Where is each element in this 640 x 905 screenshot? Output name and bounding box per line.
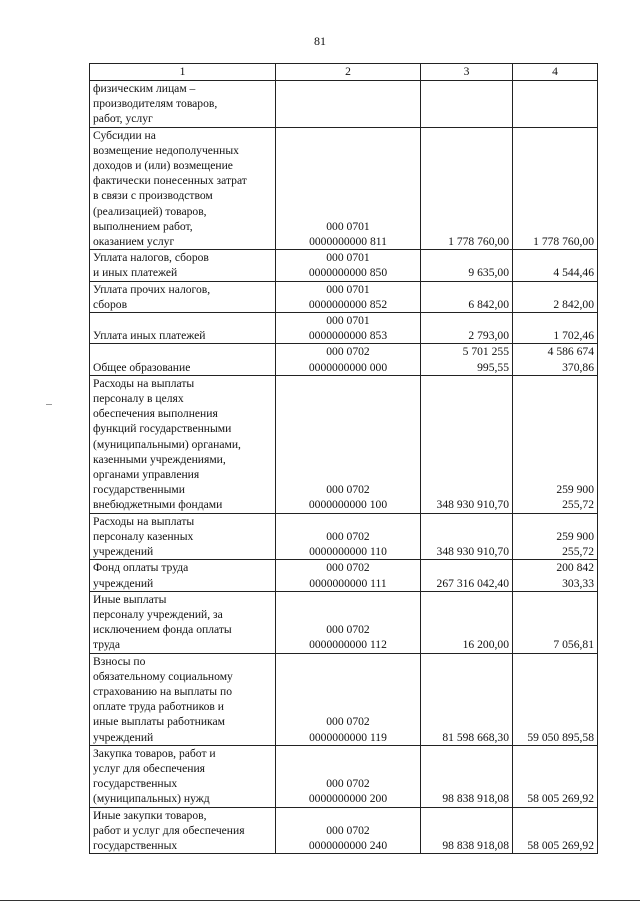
row-value-4: 7 056,81 [513,591,598,653]
row-code: 000 0702 0000000000 111 [276,560,421,591]
row-value-3: 6 842,00 [421,281,513,312]
table-row [90,81,598,128]
row-value-3: 98 838 918,08 [421,745,513,807]
row-value-3: 81 598 668,30 [421,653,513,745]
row-value-4: 1 778 760,00 [513,127,598,250]
row-code [276,81,421,128]
row-name: Уплата прочих налогов, сборов [90,281,276,312]
row-code: 000 0702 0000000000 240 [276,807,421,854]
budget-table [89,63,598,854]
row-code: 000 0701 0000000000 850 [276,250,421,281]
row-value-4: 2 842,00 [513,281,598,312]
row-name: Уплата налогов, сборов и иных платежей [90,250,276,281]
table-row [90,745,598,807]
row-value-4: 59 050 895,58 [513,653,598,745]
table-row [90,375,598,513]
row-name: Закупка товаров, работ и услуг для обеспечения государственных (муниципальных) нужд [90,745,276,807]
row-value-4: 58 005 269,92 [513,745,598,807]
row-name: Уплата иных платежей [90,313,276,344]
row-code: 000 0702 0000000000 119 [276,653,421,745]
row-name: Фонд оплаты труда учреждений [90,560,276,591]
row-name: Общее образование [90,344,276,375]
row-value-4: 58 005 269,92 [513,807,598,854]
table-row [90,807,598,854]
header-col-2: 2 [276,64,421,81]
row-value-3: 16 200,00 [421,591,513,653]
row-name: Субсидии на возмещение недополученных доходов и (или) возмещение фактически понесенных затрат в связи с производством (реализацией) товаров, выполнением работ, оказанием услуг [90,127,276,250]
row-code: 000 0702 0000000000 100 [276,375,421,513]
row-name: Расходы на выплаты персоналу казенных учреждений [90,513,276,560]
page-bottom-rule [0,900,640,901]
row-code: 000 0702 0000000000 110 [276,513,421,560]
table-row [90,127,598,250]
row-code: 000 0702 0000000000 200 [276,745,421,807]
row-name: Иные закупки товаров, работ и услуг для обеспечения государственных [90,807,276,854]
margin-mark [46,404,52,405]
row-code: 000 0701 0000000000 811 [276,127,421,250]
table-row [90,560,598,591]
row-name: Иные выплаты персоналу учреждений, за исключением фонда оплаты труда [90,591,276,653]
row-code: 000 0702 0000000000 000 [276,344,421,375]
header-col-4: 4 [513,64,598,81]
row-value-3: 9 635,00 [421,250,513,281]
row-value-3: 348 930 910,70 [421,513,513,560]
row-value-3: 5 701 255 995,55 [421,344,513,375]
header-col-1: 1 [90,64,276,81]
row-value-4: 4 544,46 [513,250,598,281]
table-row [90,344,598,375]
row-value-3: 2 793,00 [421,313,513,344]
row-value-3: 98 838 918,08 [421,807,513,854]
row-value-3: 267 316 042,40 [421,560,513,591]
row-value-3: 348 930 910,70 [421,375,513,513]
row-name: Расходы на выплаты персоналу в целях обеспечения выполнения функций государственными (муниципальными) органами, казенными учреждениями, органами управления государственными внебюджетными фондами [90,375,276,513]
row-value-4: 200 842 303,33 [513,560,598,591]
page-number: 81 [314,34,326,48]
row-name: Взносы по обязательному социальному страхованию на выплаты по оплате труда работников и иные выплаты работникам учреждений [90,653,276,745]
row-value-4: 259 900 255,72 [513,375,598,513]
row-value-4: 259 900 255,72 [513,513,598,560]
table-row [90,250,598,281]
row-name: физическим лицам – производителям товаров, работ, услуг [90,81,276,128]
row-value-4 [513,81,598,128]
table-row [90,591,598,653]
row-code: 000 0701 0000000000 852 [276,281,421,312]
table-header [90,64,598,81]
row-value-3 [421,81,513,128]
row-value-3: 1 778 760,00 [421,127,513,250]
header-col-3: 3 [421,64,513,81]
row-value-4: 4 586 674 370,86 [513,344,598,375]
table-row [90,281,598,312]
table-row [90,313,598,344]
table-row [90,653,598,745]
table-row [90,513,598,560]
row-value-4: 1 702,46 [513,313,598,344]
row-code: 000 0701 0000000000 853 [276,313,421,344]
table-body [90,81,598,854]
row-code: 000 0702 0000000000 112 [276,591,421,653]
